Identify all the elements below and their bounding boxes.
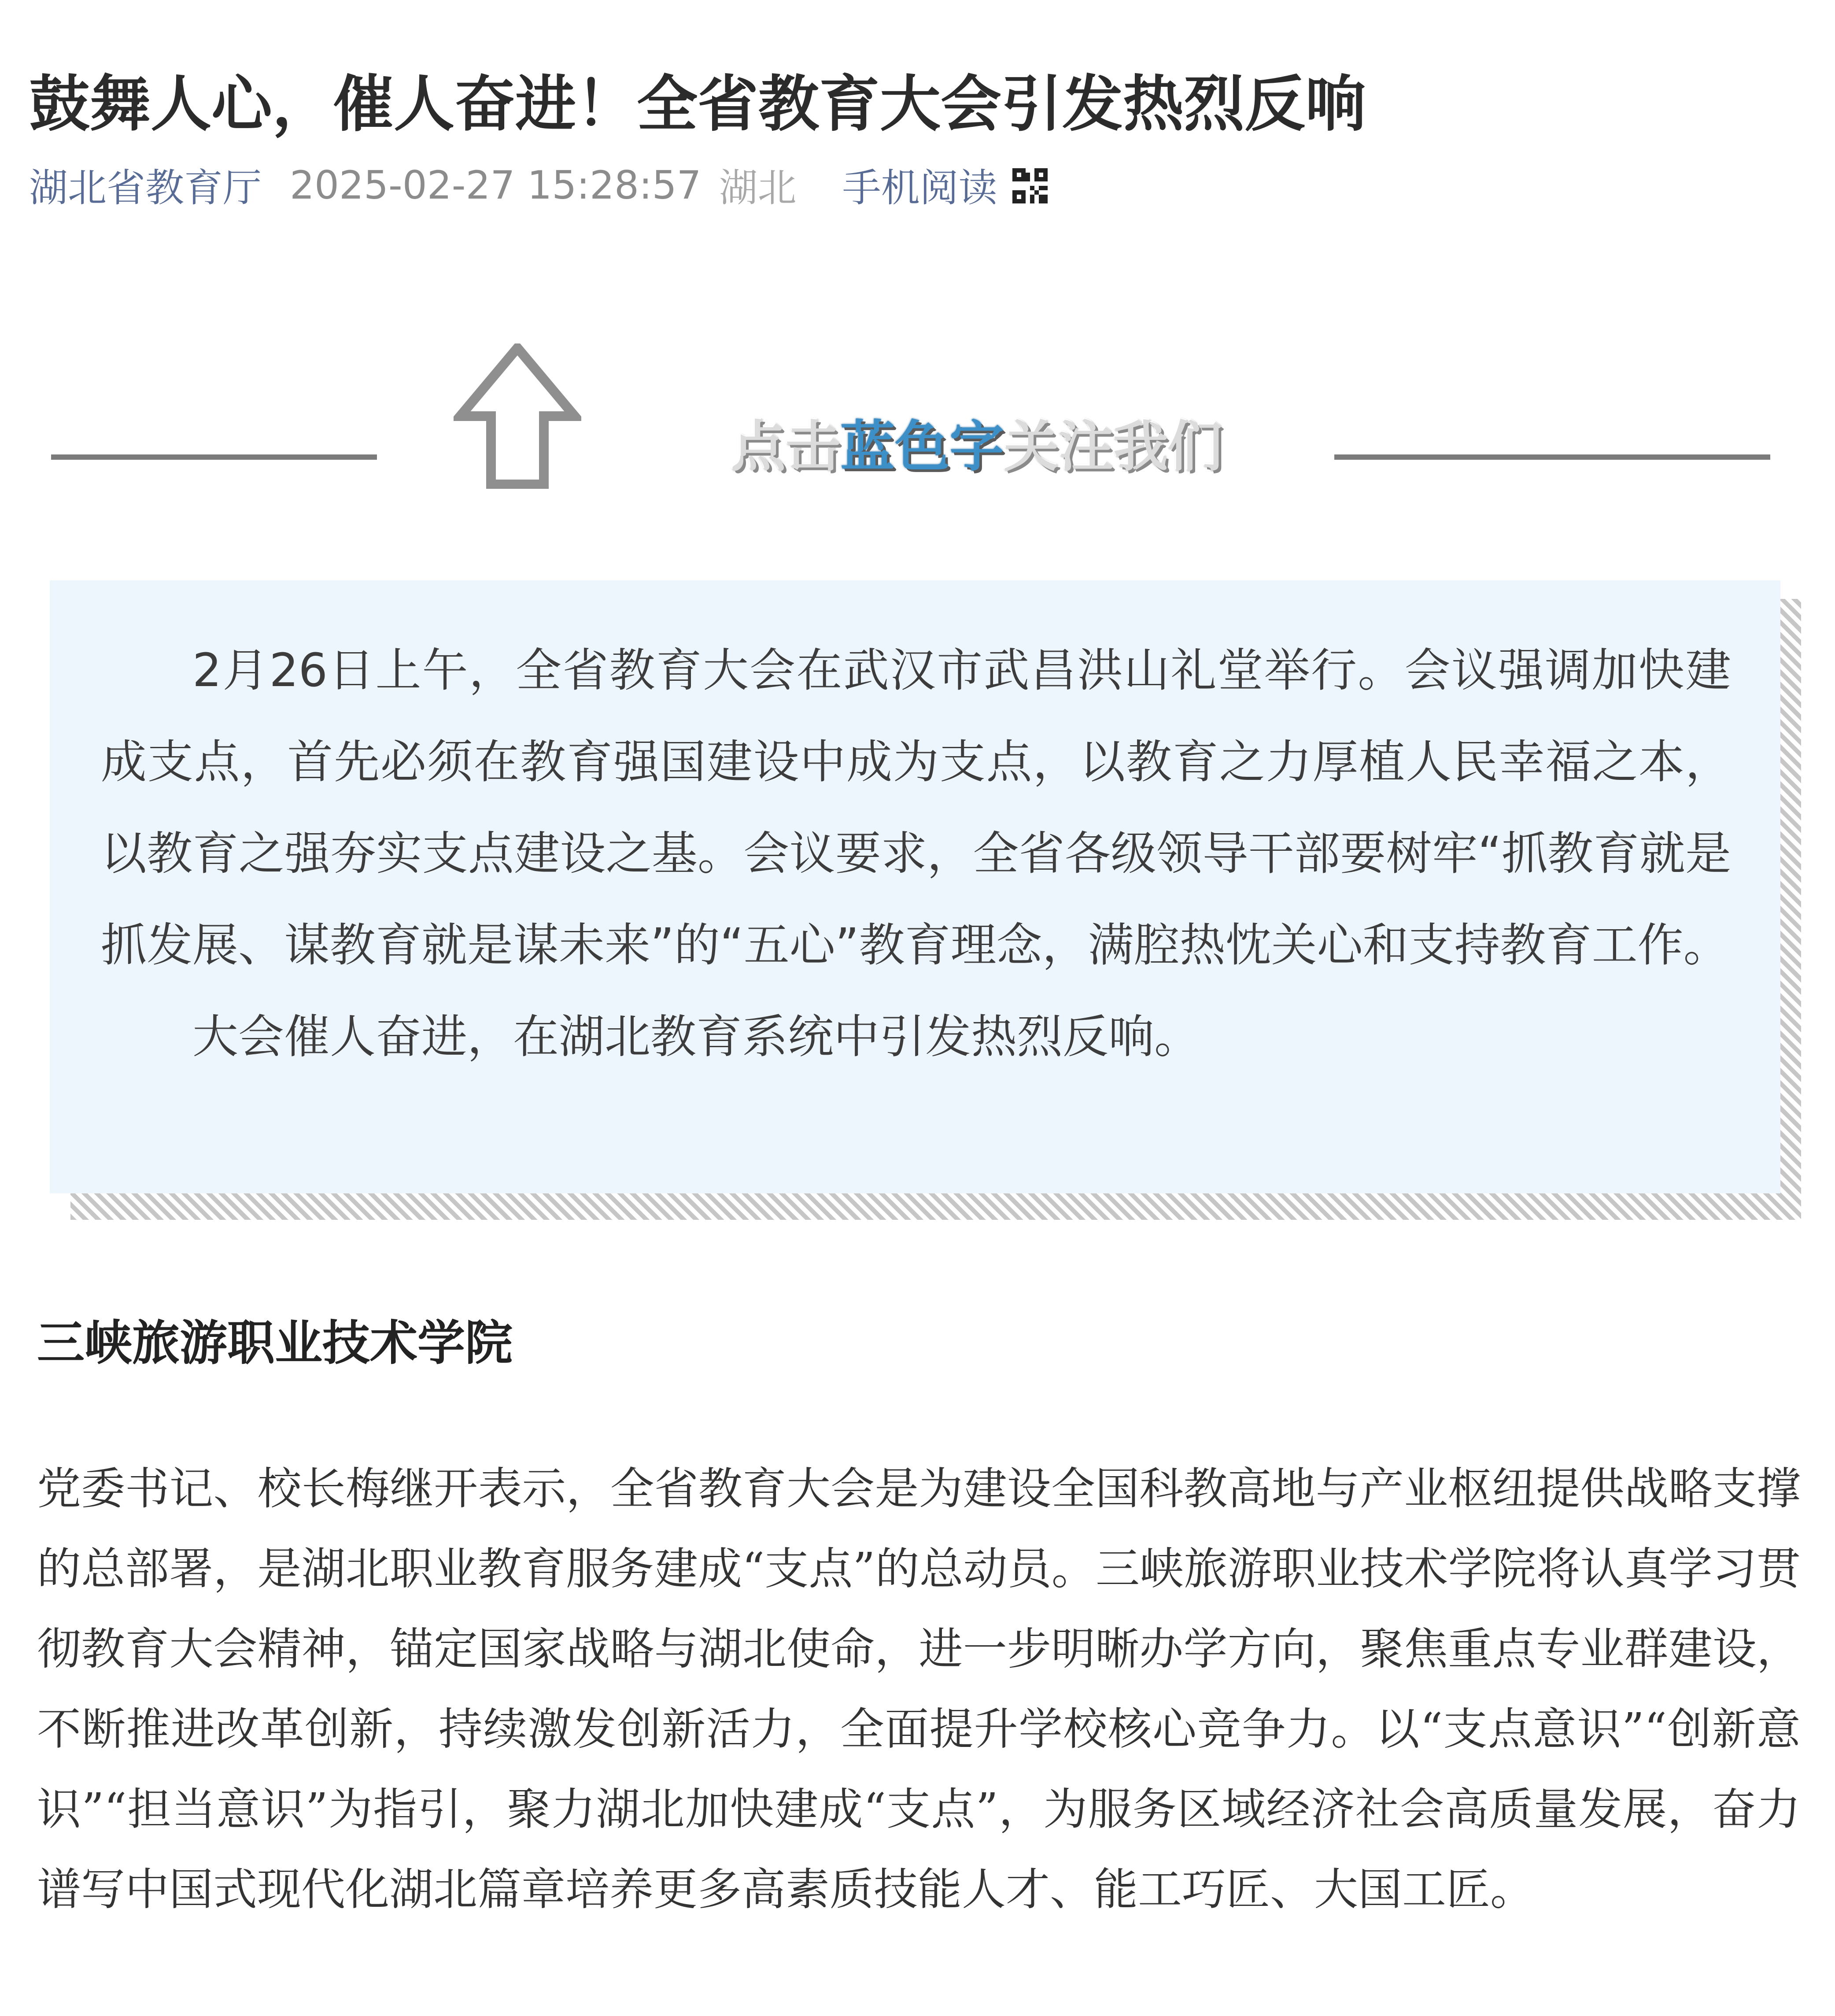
banner-rule-left [51, 454, 377, 460]
intro-paragraph: 大会催人奋进，在湖北教育系统中引发热烈反响。 [192, 1010, 1200, 1063]
qr-code-icon[interactable] [1012, 167, 1048, 203]
up-arrow-icon [454, 343, 581, 489]
source-link[interactable]: 湖北省教育厅 [29, 165, 262, 210]
mobile-read-link[interactable]: 手机阅读 [842, 165, 997, 210]
article-title: 鼓舞人心，催人奋进！全省教育大会引发热烈反响 [29, 69, 1366, 140]
publish-time: 2025-02-27 15:28:57 [290, 162, 702, 208]
cta-text-before: 点击 [731, 415, 841, 479]
section-body: 党委书记、校长梅继开表示，全省教育大会是为建设全国科教高地与产业枢纽提供战略支撑的总部署，是湖北职业教育服务建成“支点”的总动员。三峡旅游职业技术学院将认真学习贯彻教育大会精神，锚定国家战略与湖北使命，进一步明晰办学方向，聚焦重点专业群建设，不断推进改革创新，持续激发创新活力，全面提升学校核心竞争力。以“支点意识”“创新意识”“担当意识”为指引，聚力湖北加快建成“支点”，为服务区域经济社会高质量发展，奋力谱写中国式现代化湖北篇章培养更多高素质技能人才、能工巧匠、大国工匠。 [37, 1463, 1801, 1915]
intro-box [50, 580, 1780, 1193]
cta-text-blue: 蓝色字 [840, 415, 1004, 479]
banner-rule-right [1334, 454, 1770, 460]
intro-paragraph: 2月26日上午，全省教育大会在武汉市武昌洪山礼堂举行。会议强调加快建成支点，首先必须在教育强国建设中成为支点，以教育之力厚植人民幸福之本，以教育之强夯实支点建设之基。会议要求，全省各级领导干部要树牢“抓教育就是抓发展、谋教育就是谋未来”的“五心”教育理念，满腔热忱关心和支持教育工作。 [101, 643, 1731, 972]
region-label: 湖北 [719, 165, 797, 210]
follow-cta-text[interactable] [731, 410, 1222, 484]
cta-text-after: 关注我们 [1004, 415, 1223, 479]
article-meta [29, 159, 1048, 211]
section-heading: 三峡旅游职业技术学院 [37, 1315, 513, 1371]
follow-banner[interactable] [0, 343, 1835, 502]
